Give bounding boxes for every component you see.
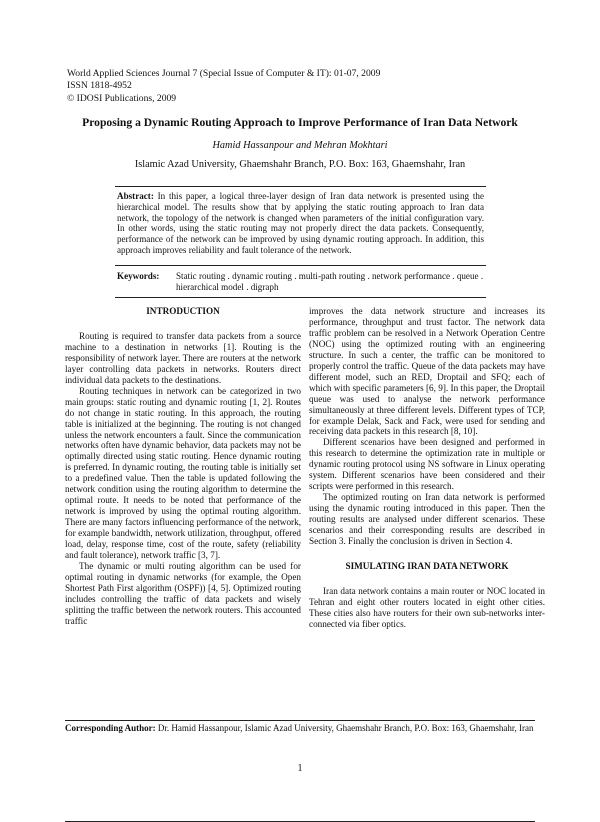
footnote-text: Dr. Hamid Hassanpour, Islamic Azad University, Ghaemshahr Branch, P.O. Box: 163, Ghaemshahr, Iran: [155, 723, 534, 733]
right-column: [309, 306, 545, 630]
abstract-text: In this paper, a logical three-layer design of Iran data network is presented using the hierarchical model. The results show that by applying the static routing approach to Iran data network, the topology of the network is changed when parameters of the initial configuration vary. In other words, using the static routing may not properly direct the data packets. Consequently, performance of the network can be improved by using dynamic routing approach. In addition, this approach improves reliability and fault tolerance of the network.: [117, 191, 484, 255]
paper-title: Proposing a Dynamic Routing Approach to Improve Performance of Iran Data Network: [82, 116, 518, 129]
left-column: [65, 306, 301, 627]
paragraph: The dynamic or multi routing algorithm can be used for optimal routing in dynamic networks (for example, the Open Shortest Path First algorithm (OSPF)) [4, 5]. Optimized routing includes controlling the traffic of data packets and wisely splitting the traffic between the network routers. This accounted traffic: [65, 560, 301, 626]
paragraph: Different scenarios have been designed and performed in this research to determine the optimization rate in multiple or dynamic routing protocol using NS software in Linux operating system. Different scenarios have been considered and their scripts were performed in this research.: [309, 437, 545, 492]
footnote-label: Corresponding Author:: [65, 723, 156, 733]
section-heading-simulating: SIMULATING IRAN DATA NETWORK: [345, 560, 509, 571]
abstract-label: Abstract:: [117, 191, 154, 201]
paragraph: The optimized routing on Iran data network is performed using the dynamic routing introduced in this paper. Then the routing results are analysed under different scenarios. These scenarios and their corresponding results are described in Section 3. Finally the conclusion is driven in Section 4.: [309, 492, 545, 547]
footnote-separator: [65, 720, 535, 721]
paragraph: Routing techniques in network can be categorized in two main groups: static routing and dynamic routing [1, 2]. Routes do not change in static routing. In this approach, the routing table is initialized at the beginning. The routing is not changed unless the network encounters a fault. Since the communication networks often have dynamic behavior, data packets may not be optimally directed using static routing. Hence dynamic routing is preferred. In dynamic routing, the routing table is initially set to a predefined value. Then the table is updated following the network condition using the routing algorithm to determine the optimal route. It needs to be noted that performance of the network is improved by using the optimal routing algorithm. There are many factors influencing performance of the network, for example bandwidth, network utilization, throughput, offered load, delay, response time, cost of the route, safety (reliability and fault tolerance), network traffic [3, 7].: [65, 385, 301, 561]
keywords-label: Keywords:: [117, 271, 160, 281]
abstract-bottom-rule: [115, 265, 486, 266]
journal-citation: World Applied Sciences Journal 7 (Special Issue of Computer & IT): 01-07, 2009: [67, 68, 381, 79]
abstract-top-rule: [115, 186, 486, 187]
issn: ISSN 1818-4952: [67, 80, 132, 92]
paper-affiliation: Islamic Azad University, Ghaemshahr Branch, P.O. Box: 163, Ghaemshahr, Iran: [134, 159, 466, 170]
journal-header: [67, 68, 380, 105]
section-heading-introduction: INTRODUCTION: [146, 306, 220, 316]
paragraph: Routing is required to transfer data packets from a source machine to a destination in networks [1]. Routing is the responsibility of network layer. There are routers at the network layer controlling data packets in networks. Routers direct individual data packets to the destinations.: [65, 330, 301, 385]
keywords-text: Static routing . dynamic routing . multi-path routing . network performance . queue . hierarchical model . digraph: [176, 271, 484, 292]
paper-authors: Hamid Hassanpour and Mehran Mokhtari: [212, 140, 388, 151]
paragraph: improves the data network structure and increases its performance, throughput and trust factor. The network data traffic problem can be resolved in a Network Operation Centre (NOC) using the optimized routing with an engineering structure. In such a center, the traffic can be monitored to properly control the traffic. Queue of the data packets may have different model, such an RED, Droptail and SFQ; each of which with specific parameters [6, 9]. In this paper, the Droptail queue was used to analyse the network performance simultaneously at three different levels. Different types of TCP, for example Delak, Sack and Fack, were used for sending and receiving data packets in this research [8, 10].: [309, 306, 545, 437]
page-number: 1: [297, 763, 303, 774]
abstract: [117, 191, 484, 256]
paragraph: Iran data network contains a main router or NOC located in Tehran and eight other routers located in eight other cities. These cities also have routers for their own sub-networks inter-connected via fiber optics.: [309, 585, 545, 629]
keywords-bottom-rule: [115, 297, 486, 298]
footnote: [65, 723, 535, 734]
copyright: © IDOSI Publications, 2009: [67, 92, 177, 104]
